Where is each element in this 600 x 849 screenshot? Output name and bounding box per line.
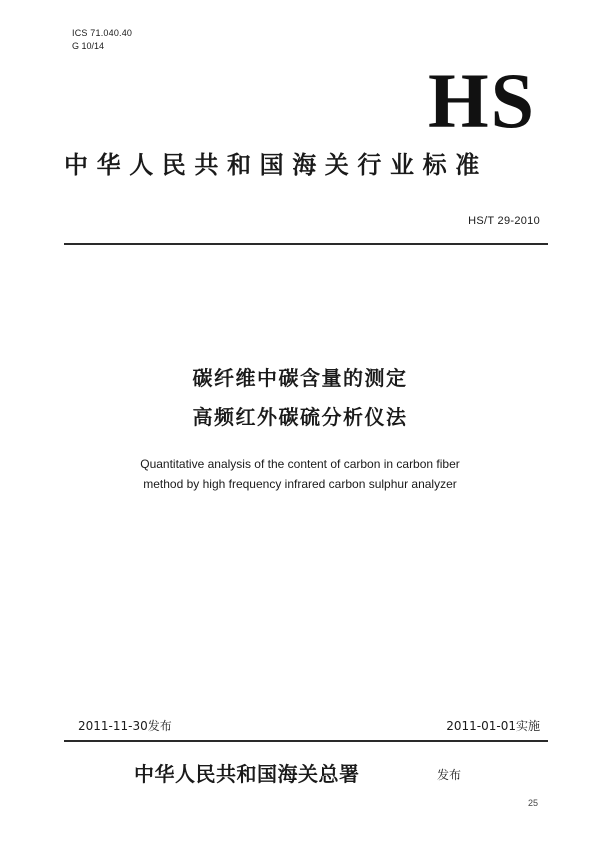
document-title-cn-line1: 碳纤维中碳含量的测定 xyxy=(192,366,408,390)
document-title-en-line1: Quantitative analysis of the content of carbon in carbon fiber xyxy=(140,457,460,471)
issue-date: 2011-11-30发布 xyxy=(78,719,172,733)
ccs-code: G 10/14 xyxy=(72,41,105,51)
standard-logo: HS xyxy=(427,57,536,144)
document-title-cn-line2: 高频红外碳硫分析仪法 xyxy=(192,405,408,429)
standard-category-title: 中华人民共和国海关行业标准 xyxy=(64,151,488,179)
page-number: 25 xyxy=(527,798,538,808)
top-divider xyxy=(64,243,548,245)
document-title-en-line2: method by high frequency infrared carbon sulphur analyzer xyxy=(143,477,457,491)
issuing-authority: 中华人民共和国海关总署 xyxy=(134,762,360,786)
standard-number: HS/T 29-2010 xyxy=(468,215,540,227)
implementation-date: 2011-01-01实施 xyxy=(446,719,540,733)
ics-code: ICS 71.040.40 xyxy=(72,28,133,38)
bottom-divider xyxy=(64,740,548,742)
issuing-authority-suffix: 发布 xyxy=(437,768,462,782)
